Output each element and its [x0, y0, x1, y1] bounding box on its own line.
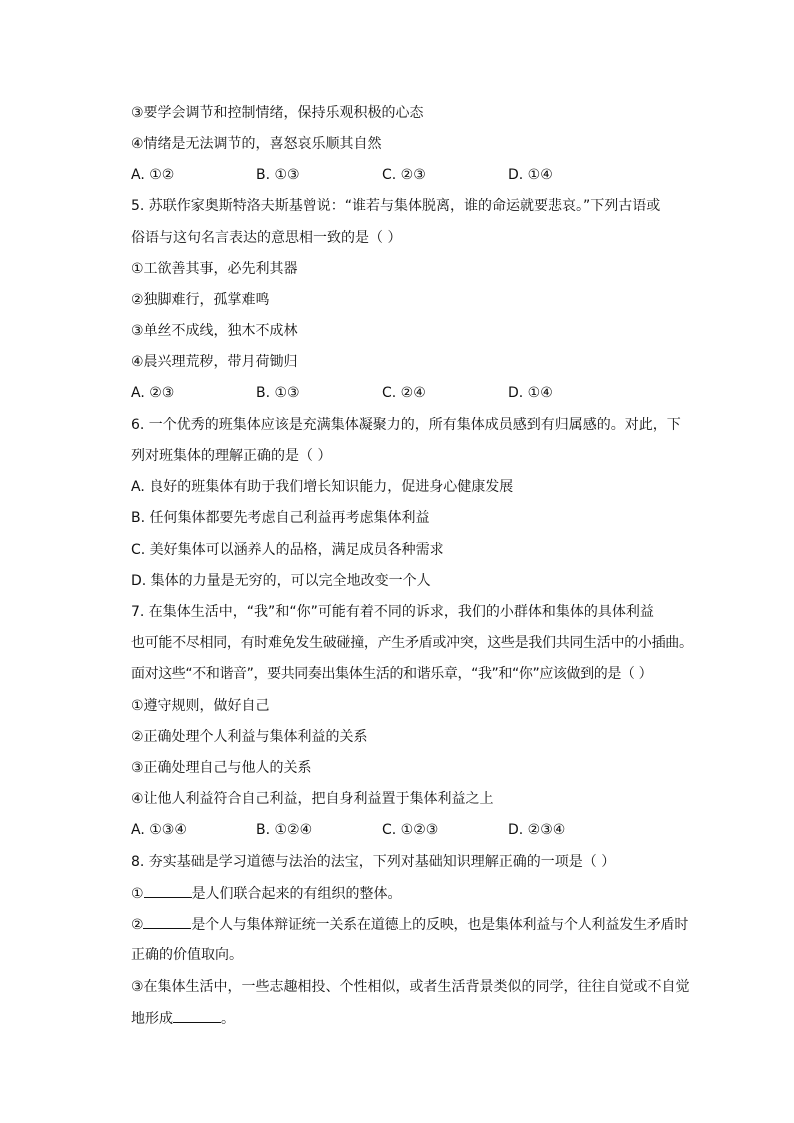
q6-option-a: A. 良好的班集体有助于我们增长知识能力，促进身心健康发展	[131, 479, 514, 495]
q7-stem-line3: 面对这些“不和谐音”，要共同奏出集体生活的和谐乐章，“我”和“你”应该做到的是（ ）	[131, 666, 653, 682]
q5-item-1: ①工欲善其事，必先利其器	[131, 261, 298, 277]
q8-item-1	[131, 884, 701, 903]
fill-blank	[173, 1009, 221, 1023]
q8-item-2	[131, 915, 701, 934]
q7-option-b: B. ①②④	[256, 822, 313, 838]
q5-option-c: C. ②④	[382, 385, 426, 401]
q5-stem-line2: 俗语与这句名言表达的意思相一致的是（ ）	[131, 230, 402, 246]
q7-item-3: ③正确处理自己与他人的关系	[131, 760, 312, 776]
q7-item-1: ①遵守规则，做好自己	[131, 698, 270, 714]
q8-item-1-text: 是人们联合起来的有组织的整体。	[191, 886, 402, 902]
q6-option-b: B. 任何集体都要先考虑自己利益再考虑集体利益	[131, 510, 430, 526]
q4-option-c: C. ②③	[382, 167, 426, 183]
fill-blank	[144, 884, 192, 898]
q8-item-1-number: ①	[131, 886, 144, 902]
q6-option-c: C. 美好集体可以涵养人的品格，满足成员各种需求	[131, 542, 444, 558]
q5-item-2: ②独脚难行，孤掌难鸣	[131, 292, 270, 308]
q4-item-4: ④情绪是无法调节的，喜怒哀乐顺其自然	[131, 136, 382, 152]
q5-item-4: ④晨兴理荒秽，带月荷锄归	[131, 354, 298, 370]
q6-stem-line1: 6. 一个优秀的班集体应该是充满集体凝聚力的，所有集体成员感到有归属感的。对此，下	[131, 417, 681, 433]
q7-item-4: ④让他人利益符合自己利益，把自身利益置于集体利益之上	[131, 791, 494, 807]
q6-option-d: D. 集体的力量是无穷的，可以完全地改变一个人	[131, 573, 431, 589]
q4-option-b: B. ①③	[256, 167, 300, 183]
q7-stem-line1: 7. 在集体生活中，“我”和“你”可能有着不同的诉求，我们的小群体和集体的具体利益	[131, 604, 654, 620]
q4-option-d: D. ①④	[508, 167, 553, 183]
q5-option-d: D. ①④	[508, 385, 553, 401]
q8-item-2-text: 是个人与集体辩证统一关系在道德上的反映，也是集体利益与个人利益发生矛盾时	[191, 917, 689, 933]
q4-item-3: ③要学会调节和控制情绪，保持乐观积极的心态	[131, 105, 424, 121]
q6-stem-line2: 列对班集体的理解正确的是（ ）	[131, 448, 332, 464]
q4-option-a: A. ①②	[131, 167, 175, 183]
q5-item-3: ③单丝不成线，独木不成林	[131, 323, 298, 339]
q7-option-a: A. ①③④	[131, 822, 187, 838]
q8-item-2-continued: 正确的价值取向。	[131, 947, 243, 963]
q7-item-2: ②正确处理个人利益与集体利益的关系	[131, 729, 368, 745]
fill-blank	[143, 915, 191, 929]
q7-stem-line2: 也可能不尽相同，有时难免发生破碰撞，产生矛盾或冲突，这些是我们共同生活中的小插曲。	[131, 635, 693, 651]
q8-item-3-text: 地形成	[131, 1011, 173, 1027]
q5-option-a: A. ②③	[131, 385, 175, 401]
q8-item-3-end: 。	[221, 1011, 235, 1027]
q8-stem: 8. 夯实基础是学习道德与法治的法宝，下列对基础知识理解正确的一项是（ ）	[131, 854, 616, 870]
q8-item-3-line2	[131, 1009, 701, 1028]
q7-option-d: D. ②③④	[508, 822, 566, 838]
q7-option-c: C. ①②③	[382, 822, 439, 838]
q8-item-2-number: ②	[131, 917, 144, 933]
q5-stem-line1: 5. 苏联作家奥斯特洛夫斯基曾说：“谁若与集体脱离，谁的命运就要悲哀。”下列古语或	[131, 198, 661, 214]
q8-item-3-line1: ③在集体生活中，一些志趣相投、个性相似，或者生活背景类似的同学，往往自觉或不自觉	[131, 979, 690, 995]
q5-option-b: B. ①③	[256, 385, 300, 401]
